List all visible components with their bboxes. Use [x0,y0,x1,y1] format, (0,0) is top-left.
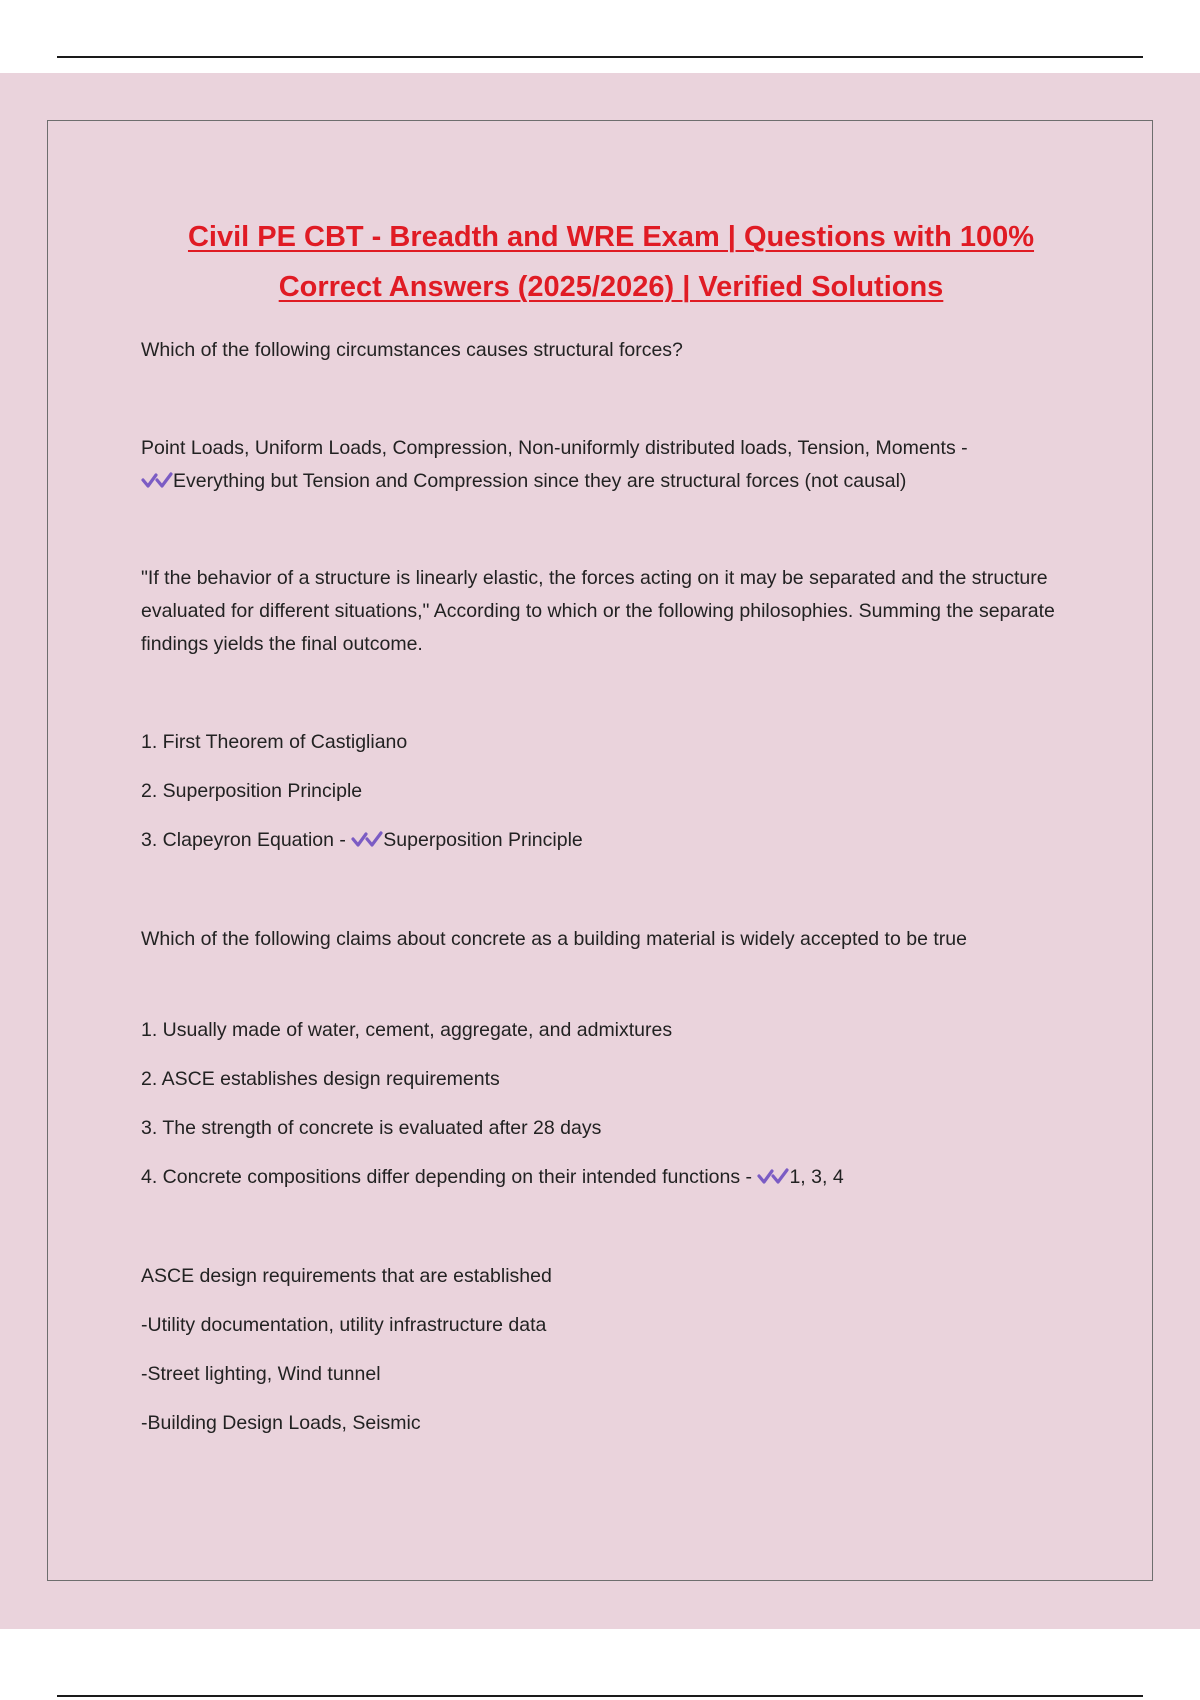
double-check-icon [351,828,383,850]
document-body [141,212,1081,1456]
question-4-line-1: -Utility documentation, utility infrastructure data [141,1314,547,1336]
question-3-option-4 [141,1161,1081,1194]
question-2-answer: Superposition Principle [383,829,583,851]
question-4: ASCE design requirements that are established [141,1265,552,1287]
header-rule [57,56,1143,58]
question-4-line-3: -Building Design Loads, Seismic [141,1412,421,1434]
question-3-option-2: 2. ASCE establishes design requirements [141,1068,500,1090]
footer-rule [57,1695,1143,1697]
question-2-option-3 [141,824,1081,857]
question-3-option-4-text: 4. Concrete compositions differ depending on their intended functions - [141,1166,753,1188]
question-1: Which of the following circumstances causes structural forces? [141,339,683,361]
question-2-option-1: 1. First Theorem of Castigliano [141,731,408,753]
question-1-answer: Everything but Tension and Compression since they are structural forces (not causal) [173,470,907,492]
question-1-options [141,432,1081,498]
question-2-option-3-text: 3. Clapeyron Equation - [141,829,346,851]
question-1-options-text: Point Loads, Uniform Loads, Compression, Non-uniformly distributed loads, Tension, Moments - [141,437,968,459]
document-title: Civil PE CBT - Breadth and WRE Exam | Questions with 100% Correct Answers (2025/2026) | Verified Solutions [187,221,1035,303]
double-check-icon [757,1165,789,1187]
question-3: Which of the following claims about concrete as a building material is widely accepted to be true [141,928,967,950]
question-4-line-2: -Street lighting, Wind tunnel [141,1363,381,1385]
question-3-answer: 1, 3, 4 [789,1166,844,1188]
double-check-icon [141,469,173,491]
question-2: "If the behavior of a structure is linearly elastic, the forces acting on it may be separated and the structure evaluated for different situations," According to which or the following philosophies. Summing the separate findings yields the final outcome. [141,567,1055,655]
question-3-option-3: 3. The strength of concrete is evaluated after 28 days [141,1117,602,1139]
question-3-option-1: 1. Usually made of water, cement, aggregate, and admixtures [141,1019,673,1041]
question-2-option-2: 2. Superposition Principle [141,780,363,802]
